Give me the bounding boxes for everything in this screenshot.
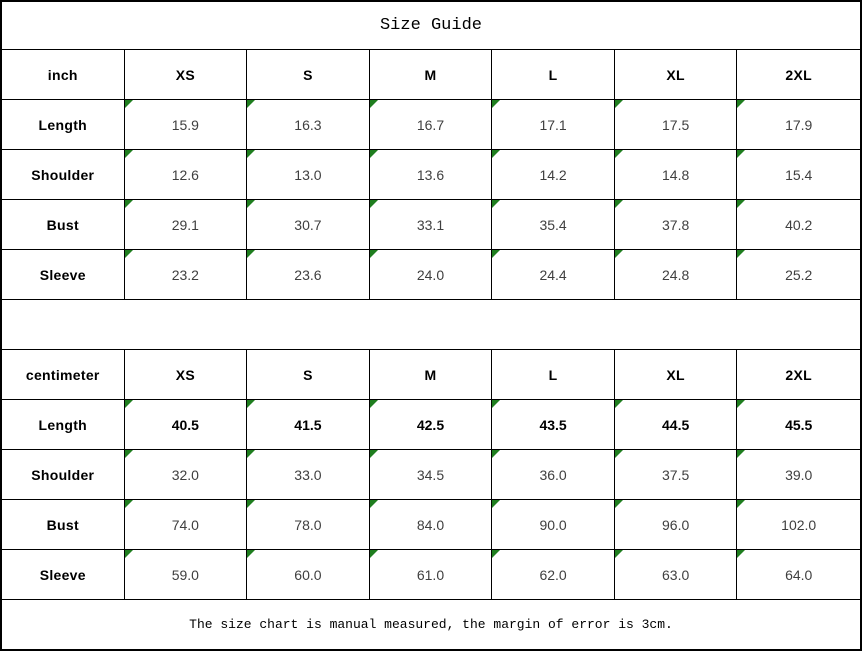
cell-corner-flag-icon: [247, 450, 255, 458]
size-header-m: M: [370, 350, 493, 400]
table-cell: [370, 500, 493, 550]
cell-value: 29.1: [171, 216, 199, 233]
table-cell: [615, 450, 738, 500]
cell-corner-flag-icon: [125, 250, 133, 258]
cell-value: 96.0: [662, 516, 690, 533]
table-cell: [247, 550, 370, 600]
table-cell: [615, 250, 738, 300]
unit-header-centimeter: centimeter: [2, 350, 125, 400]
cell-value: 39.0: [785, 466, 813, 483]
cell-value: 23.2: [171, 266, 199, 283]
table-cell: [370, 450, 493, 500]
table-cell: [370, 250, 493, 300]
cell-corner-flag-icon: [247, 250, 255, 258]
cell-value: 16.7: [416, 116, 445, 133]
table-cell: [125, 200, 248, 250]
row-label-shoulder: Shoulder: [2, 150, 125, 200]
cell-corner-flag-icon: [247, 500, 255, 508]
table-cell: [125, 450, 248, 500]
cell-value: 102.0: [781, 516, 817, 533]
cell-corner-flag-icon: [247, 100, 255, 108]
cell-corner-flag-icon: [737, 400, 745, 408]
table-cell: [615, 200, 738, 250]
cell-value: 63.0: [662, 566, 690, 583]
table-cell: [492, 500, 615, 550]
cell-value: 42.5: [416, 416, 445, 433]
cell-corner-flag-icon: [492, 550, 500, 558]
cell-value: 24.8: [662, 266, 690, 283]
table-cell: [247, 450, 370, 500]
cell-value: 40.5: [171, 416, 199, 433]
cell-value: 45.5: [785, 416, 813, 433]
cell-corner-flag-icon: [492, 150, 500, 158]
cell-corner-flag-icon: [492, 200, 500, 208]
table-cell: [492, 400, 615, 450]
cell-value: 64.0: [785, 566, 813, 583]
cell-corner-flag-icon: [370, 100, 378, 108]
cell-value: 78.0: [294, 516, 322, 533]
size-header-l: L: [492, 50, 615, 100]
cell-corner-flag-icon: [615, 250, 623, 258]
table-cell: [737, 450, 860, 500]
cell-value: 60.0: [294, 566, 322, 583]
cell-value: 84.0: [416, 516, 445, 533]
unit-header-inch: inch: [2, 50, 125, 100]
table-cell: [370, 400, 493, 450]
cell-value: 40.2: [785, 216, 813, 233]
cell-corner-flag-icon: [615, 550, 623, 558]
page-title: Size Guide: [2, 2, 860, 50]
table-cell: [615, 150, 738, 200]
cell-value: 34.5: [416, 466, 445, 483]
cell-value: 44.5: [662, 416, 690, 433]
size-header-l: L: [492, 350, 615, 400]
row-label-sleeve: Sleeve: [2, 550, 125, 600]
table-cell: [615, 550, 738, 600]
cell-corner-flag-icon: [247, 200, 255, 208]
cell-value: 17.9: [785, 116, 813, 133]
row-label-bust: Bust: [2, 200, 125, 250]
row-label-bust: Bust: [2, 500, 125, 550]
cell-corner-flag-icon: [615, 400, 623, 408]
table-cell: [247, 100, 370, 150]
table-cell: [370, 550, 493, 600]
cell-corner-flag-icon: [370, 400, 378, 408]
cell-corner-flag-icon: [247, 550, 255, 558]
table-cell: [492, 450, 615, 500]
cell-corner-flag-icon: [492, 250, 500, 258]
row-label-length: Length: [2, 400, 125, 450]
cell-value: 33.0: [294, 466, 322, 483]
cell-corner-flag-icon: [370, 250, 378, 258]
table-cell: [615, 400, 738, 450]
size-header-s: S: [247, 350, 370, 400]
row-label-shoulder: Shoulder: [2, 450, 125, 500]
table-cell: [737, 400, 860, 450]
table-cell: [737, 150, 860, 200]
cell-corner-flag-icon: [737, 450, 745, 458]
cell-value: 12.6: [171, 166, 199, 183]
table-cell: [615, 500, 738, 550]
cell-corner-flag-icon: [492, 450, 500, 458]
cell-corner-flag-icon: [737, 200, 745, 208]
cell-corner-flag-icon: [125, 200, 133, 208]
cell-value: 32.0: [171, 466, 199, 483]
cell-corner-flag-icon: [370, 150, 378, 158]
cell-value: 25.2: [785, 266, 813, 283]
table-cell: [492, 250, 615, 300]
size-header-xl: XL: [615, 350, 738, 400]
cell-value: 35.4: [539, 216, 567, 233]
cell-value: 24.0: [416, 266, 445, 283]
row-label-sleeve: Sleeve: [2, 250, 125, 300]
table-cell: [370, 150, 493, 200]
cell-value: 16.3: [294, 116, 322, 133]
cell-corner-flag-icon: [615, 200, 623, 208]
cell-value: 15.9: [171, 116, 199, 133]
size-header-xl: XL: [615, 50, 738, 100]
cell-corner-flag-icon: [737, 500, 745, 508]
cell-value: 37.8: [662, 216, 690, 233]
table-cell: [125, 100, 248, 150]
table-cell: [737, 550, 860, 600]
cell-corner-flag-icon: [492, 400, 500, 408]
cell-corner-flag-icon: [737, 250, 745, 258]
table-cell: [737, 100, 860, 150]
cell-corner-flag-icon: [492, 500, 500, 508]
table-cell: [247, 200, 370, 250]
table-cell: [492, 550, 615, 600]
cell-value: 37.5: [662, 466, 690, 483]
cell-corner-flag-icon: [615, 150, 623, 158]
cell-corner-flag-icon: [247, 400, 255, 408]
cell-corner-flag-icon: [370, 450, 378, 458]
cell-corner-flag-icon: [125, 450, 133, 458]
cell-value: 43.5: [539, 416, 567, 433]
row-label-length: Length: [2, 100, 125, 150]
table-cell: [247, 250, 370, 300]
size-header-m: M: [370, 50, 493, 100]
cell-value: 59.0: [171, 566, 199, 583]
table-cell: [492, 200, 615, 250]
table-cell: [370, 100, 493, 150]
cell-corner-flag-icon: [125, 400, 133, 408]
table-cell: [247, 150, 370, 200]
cell-value: 14.2: [539, 166, 567, 183]
cell-corner-flag-icon: [125, 500, 133, 508]
cell-value: 74.0: [171, 516, 199, 533]
size-header-xs: XS: [125, 350, 248, 400]
size-header-2xl: 2XL: [737, 350, 860, 400]
cell-corner-flag-icon: [125, 100, 133, 108]
cell-value: 41.5: [294, 416, 322, 433]
cell-value: 17.1: [539, 116, 567, 133]
cell-corner-flag-icon: [737, 550, 745, 558]
cell-corner-flag-icon: [370, 200, 378, 208]
cell-corner-flag-icon: [615, 100, 623, 108]
cell-corner-flag-icon: [247, 150, 255, 158]
cell-value: 14.8: [662, 166, 690, 183]
cell-value: 15.4: [785, 166, 813, 183]
size-header-s: S: [247, 50, 370, 100]
cell-value: 62.0: [539, 566, 567, 583]
table-spacer-row: [2, 300, 860, 350]
cell-corner-flag-icon: [125, 150, 133, 158]
cell-corner-flag-icon: [615, 450, 623, 458]
cell-corner-flag-icon: [492, 100, 500, 108]
table-cell: [737, 250, 860, 300]
table-cell: [125, 500, 248, 550]
table-cell: [492, 100, 615, 150]
table-cell: [737, 500, 860, 550]
table-cell: [737, 200, 860, 250]
cell-value: 30.7: [294, 216, 322, 233]
cell-value: 24.4: [539, 266, 567, 283]
cell-corner-flag-icon: [737, 150, 745, 158]
table-cell: [247, 500, 370, 550]
table-cell: [247, 400, 370, 450]
table-cell: [125, 550, 248, 600]
table-cell: [615, 100, 738, 150]
cell-value: 17.5: [662, 116, 690, 133]
table-cell: [370, 200, 493, 250]
cell-value: 90.0: [539, 516, 567, 533]
cell-corner-flag-icon: [737, 100, 745, 108]
cell-value: 13.0: [294, 166, 322, 183]
size-header-2xl: 2XL: [737, 50, 860, 100]
measurement-note: The size chart is manual measured, the margin of error is 3cm.: [189, 617, 673, 632]
table-cell: [125, 250, 248, 300]
table-cell: [125, 400, 248, 450]
cell-value: 33.1: [416, 216, 445, 233]
table-cell: [492, 150, 615, 200]
cell-corner-flag-icon: [370, 550, 378, 558]
size-header-xs: XS: [125, 50, 248, 100]
cell-value: 23.6: [294, 266, 322, 283]
cell-value: 61.0: [416, 566, 445, 583]
cell-corner-flag-icon: [370, 500, 378, 508]
table-cell: [125, 150, 248, 200]
cell-value: 36.0: [539, 466, 567, 483]
cell-corner-flag-icon: [615, 500, 623, 508]
cell-corner-flag-icon: [125, 550, 133, 558]
cell-value: 13.6: [416, 166, 445, 183]
